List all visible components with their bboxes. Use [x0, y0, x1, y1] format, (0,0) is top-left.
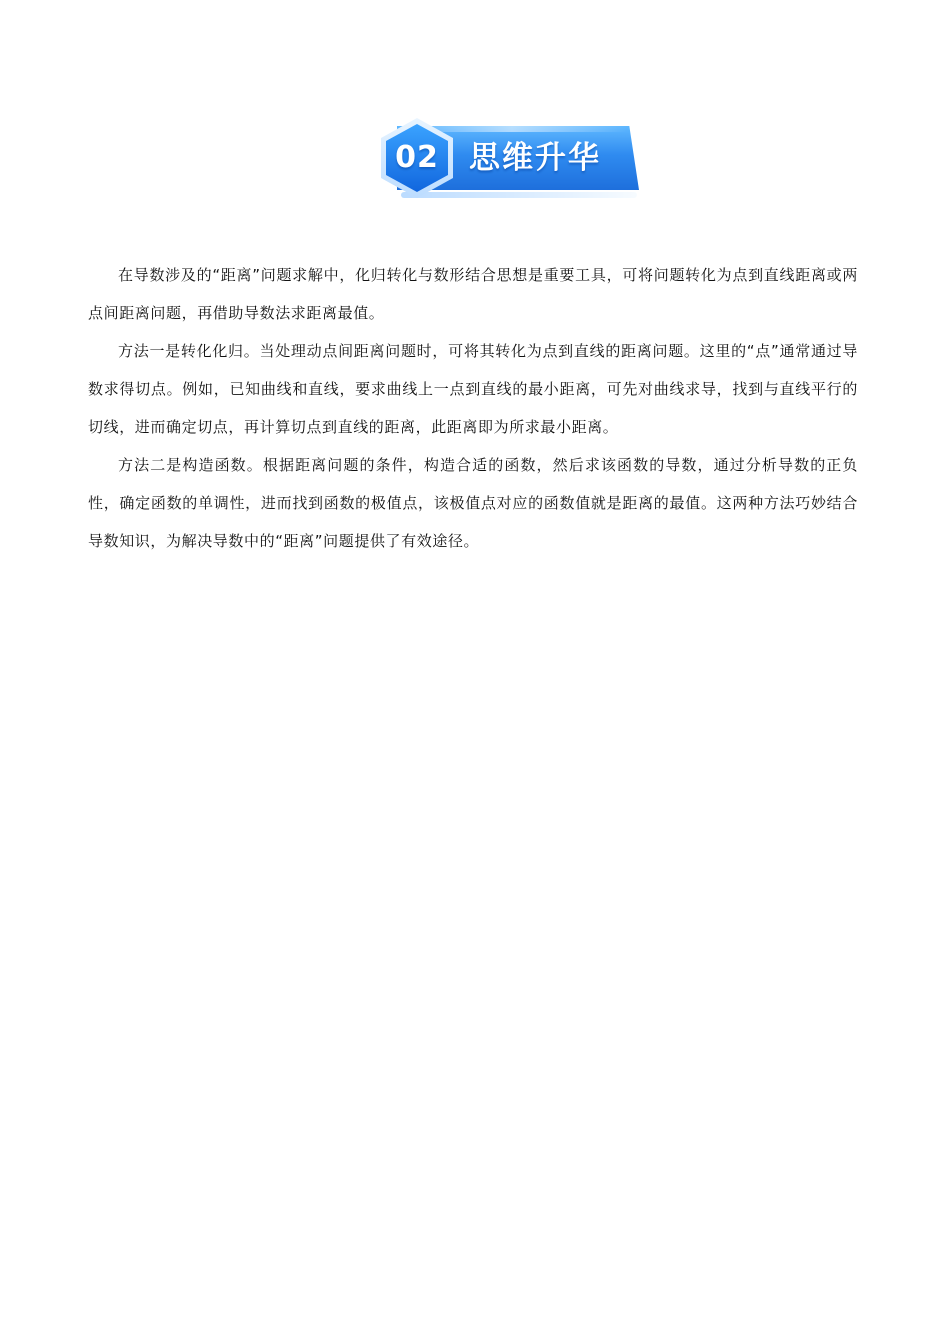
section-banner	[381, 116, 643, 200]
section-number: 02	[395, 140, 439, 175]
paragraph: 在导数涉及的“距离”问题求解中，化归转化与数形结合思想是重要工具，可将问题转化为点到直线距离或两点间距离问题，再借助导数法求距离最值。	[88, 266, 858, 322]
paragraph: 方法二是构造函数。根据距离问题的条件，构造合适的函数，然后求该函数的导数，通过分析导数的正负性，确定函数的单调性，进而找到函数的极值点，该极值点对应的函数值就是距离的最值。这两种方法巧妙结合导数知识，为解决导数中的“距离”问题提供了有效途径。	[88, 456, 858, 550]
body-text	[88, 256, 858, 560]
paragraph: 方法一是转化化归。当处理动点间距离问题时，可将其转化为点到直线的距离问题。这里的“点”通常通过导数求得切点。例如，已知曲线和直线，要求曲线上一点到直线的最小距离，可先对曲线求导，找到与直线平行的切线，进而确定切点，再计算切点到直线的距离，此距离即为所求最小距离。	[88, 342, 858, 436]
section-title: 思维升华	[469, 140, 601, 176]
